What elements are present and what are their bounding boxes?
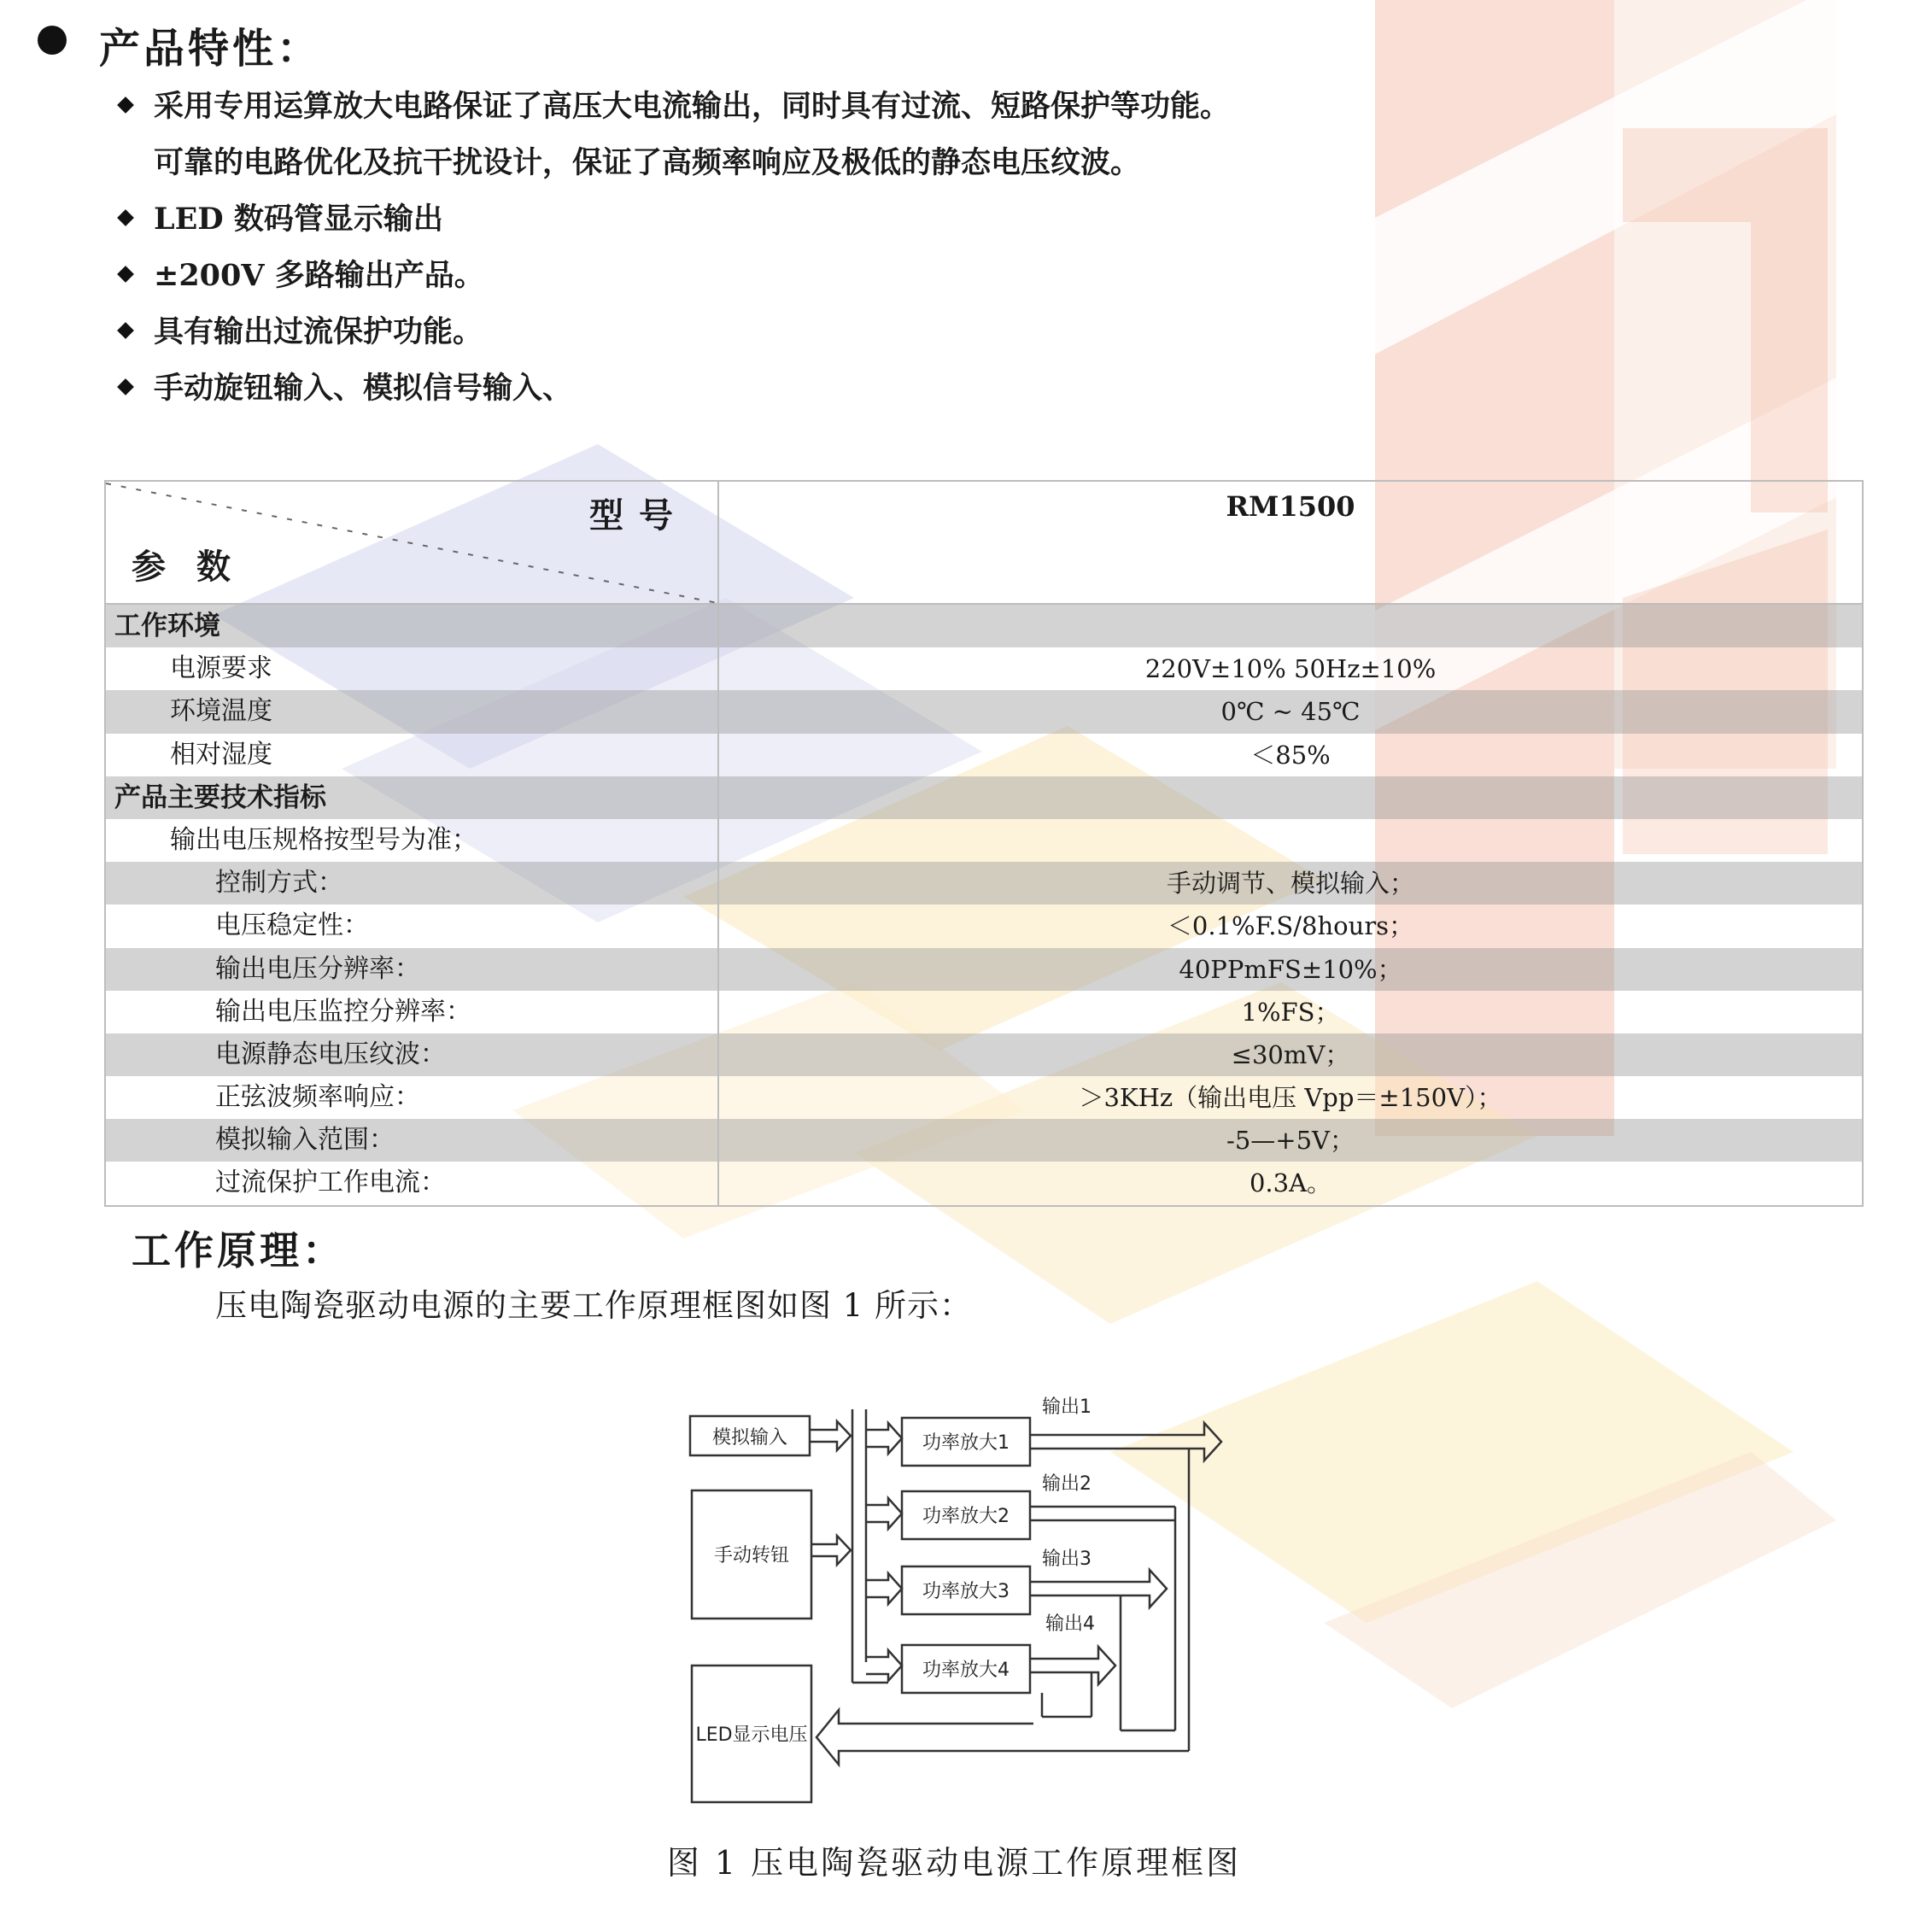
input-arrow	[810, 1421, 851, 1450]
amplifier-label: 功率放大1	[922, 1432, 1010, 1454]
table-row	[106, 1033, 1862, 1076]
param-value: -5—+5V；	[1226, 1126, 1355, 1156]
feature-item	[116, 248, 1230, 304]
table-row	[106, 905, 1862, 947]
param-value: 0.3A。	[1249, 1168, 1332, 1198]
param-label: 相对湿度	[170, 739, 272, 770]
param-label: 电压稳定性：	[215, 910, 369, 941]
diamond-bullet-icon	[117, 378, 134, 395]
feature-text: 手动旋钮输入、模拟信号输入、	[154, 371, 573, 406]
table-row	[106, 647, 1862, 690]
diamond-bullet-icon	[117, 209, 134, 226]
led-display-label: LED显示电压	[695, 1724, 808, 1746]
param-value: ＞3KHz（输出电压 Vpp＝±150V）；	[1079, 1083, 1502, 1113]
figure-caption: 图 1 压电陶瓷驱动电源工作原理框图	[666, 1844, 1242, 1882]
amplifier-label: 功率放大2	[922, 1506, 1010, 1527]
param-value: ＜85%	[1250, 740, 1331, 770]
param-value: ＜0.1%F.S/8hours；	[1167, 911, 1414, 941]
amp-input-arrow	[866, 1423, 902, 1454]
output-label: 输出2	[1042, 1473, 1092, 1495]
feature-text: ±200V 多路输出产品。	[154, 258, 484, 293]
header-model-label: 型号	[589, 495, 688, 536]
table-row	[106, 1076, 1862, 1119]
table-row	[106, 690, 1862, 733]
amp-input-arrow	[866, 1650, 902, 1681]
param-label: 工作环境	[114, 611, 220, 641]
feature-text: LED 数码管显示输出	[154, 202, 443, 237]
param-label: 输出电压监控分辨率：	[215, 996, 471, 1027]
feature-text-continued: 可靠的电路优化及抗干扰设计，保证了高频率响应及极低的静态电压纹波。	[154, 145, 1141, 180]
feature-text: 具有输出过流保护功能。	[154, 314, 483, 349]
param-label: 正弦波频率响应：	[215, 1082, 420, 1113]
table-row	[106, 1119, 1862, 1162]
output-label: 输出1	[1042, 1396, 1092, 1418]
output-label: 输出3	[1042, 1549, 1092, 1570]
param-label: 过流保护工作电流：	[215, 1168, 446, 1198]
table-row	[106, 1162, 1862, 1204]
block-diagram	[683, 1392, 1230, 1811]
table-group-row	[106, 776, 1862, 819]
feature-list	[116, 79, 1230, 417]
table-row	[106, 862, 1862, 905]
param-label: 输出电压规格按型号为准；	[170, 824, 477, 855]
param-value: 0℃ ~ 45℃	[1220, 697, 1361, 727]
param-value: ≤30mV；	[1231, 1039, 1350, 1069]
param-label: 输出电压分辨率：	[215, 953, 420, 984]
feature-text: 采用专用运算放大电路保证了高压大电流输出，同时具有过流、短路保护等功能。	[154, 89, 1231, 124]
header-param-label: 参数	[132, 547, 261, 587]
table-row	[106, 819, 1862, 862]
param-label: 环境温度	[170, 696, 272, 727]
param-label: 电源静态电压纹波：	[215, 1039, 446, 1069]
model-value: RM1500	[1226, 490, 1355, 523]
features-title: 产品特性：	[99, 25, 322, 73]
param-value: 手动调节、模拟输入；	[1166, 869, 1414, 899]
table-row	[106, 991, 1862, 1033]
feature-item	[116, 360, 1230, 417]
manual-knob-label: 手动转钮	[713, 1545, 790, 1566]
param-label: 控制方式：	[215, 868, 343, 899]
diamond-bullet-icon	[117, 97, 134, 114]
section-bullet	[38, 26, 67, 55]
output-arrow	[1030, 1423, 1221, 1461]
amplifier-label: 功率放大4	[922, 1660, 1010, 1681]
table-group-row	[106, 605, 1862, 647]
amp-input-arrow	[866, 1498, 902, 1529]
feature-item	[116, 191, 1230, 248]
feature-item	[116, 304, 1230, 360]
table-row	[106, 948, 1862, 991]
param-label: 产品主要技术指标	[114, 782, 326, 813]
output-label: 输出4	[1045, 1613, 1095, 1635]
column-divider	[717, 482, 719, 1205]
diamond-bullet-icon	[117, 266, 134, 283]
table-row	[106, 734, 1862, 776]
output-arrow	[1030, 1570, 1167, 1607]
feature-item	[116, 79, 1230, 191]
param-label: 电源要求	[170, 653, 272, 684]
principle-text: 压电陶瓷驱动电源的主要工作原理框图如图 1 所示：	[215, 1287, 973, 1324]
param-value: 1%FS；	[1241, 997, 1340, 1027]
diamond-bullet-icon	[117, 322, 134, 339]
param-value: 40PPmFS±10%；	[1179, 954, 1402, 984]
amplifier-label: 功率放大3	[922, 1581, 1010, 1602]
output-arrow	[1030, 1647, 1115, 1684]
input-arrow	[811, 1536, 851, 1565]
spec-rows	[106, 605, 1862, 1205]
amp-input-arrow	[866, 1573, 902, 1604]
analog-input-label: 模拟输入	[711, 1427, 788, 1449]
display-feedback-arrow	[816, 1710, 1189, 1765]
param-label: 模拟输入范围：	[215, 1125, 395, 1156]
spec-table	[104, 480, 1864, 1207]
principle-title: 工作原理：	[132, 1227, 345, 1273]
param-value: 220V±10% 50Hz±10%	[1144, 654, 1437, 684]
